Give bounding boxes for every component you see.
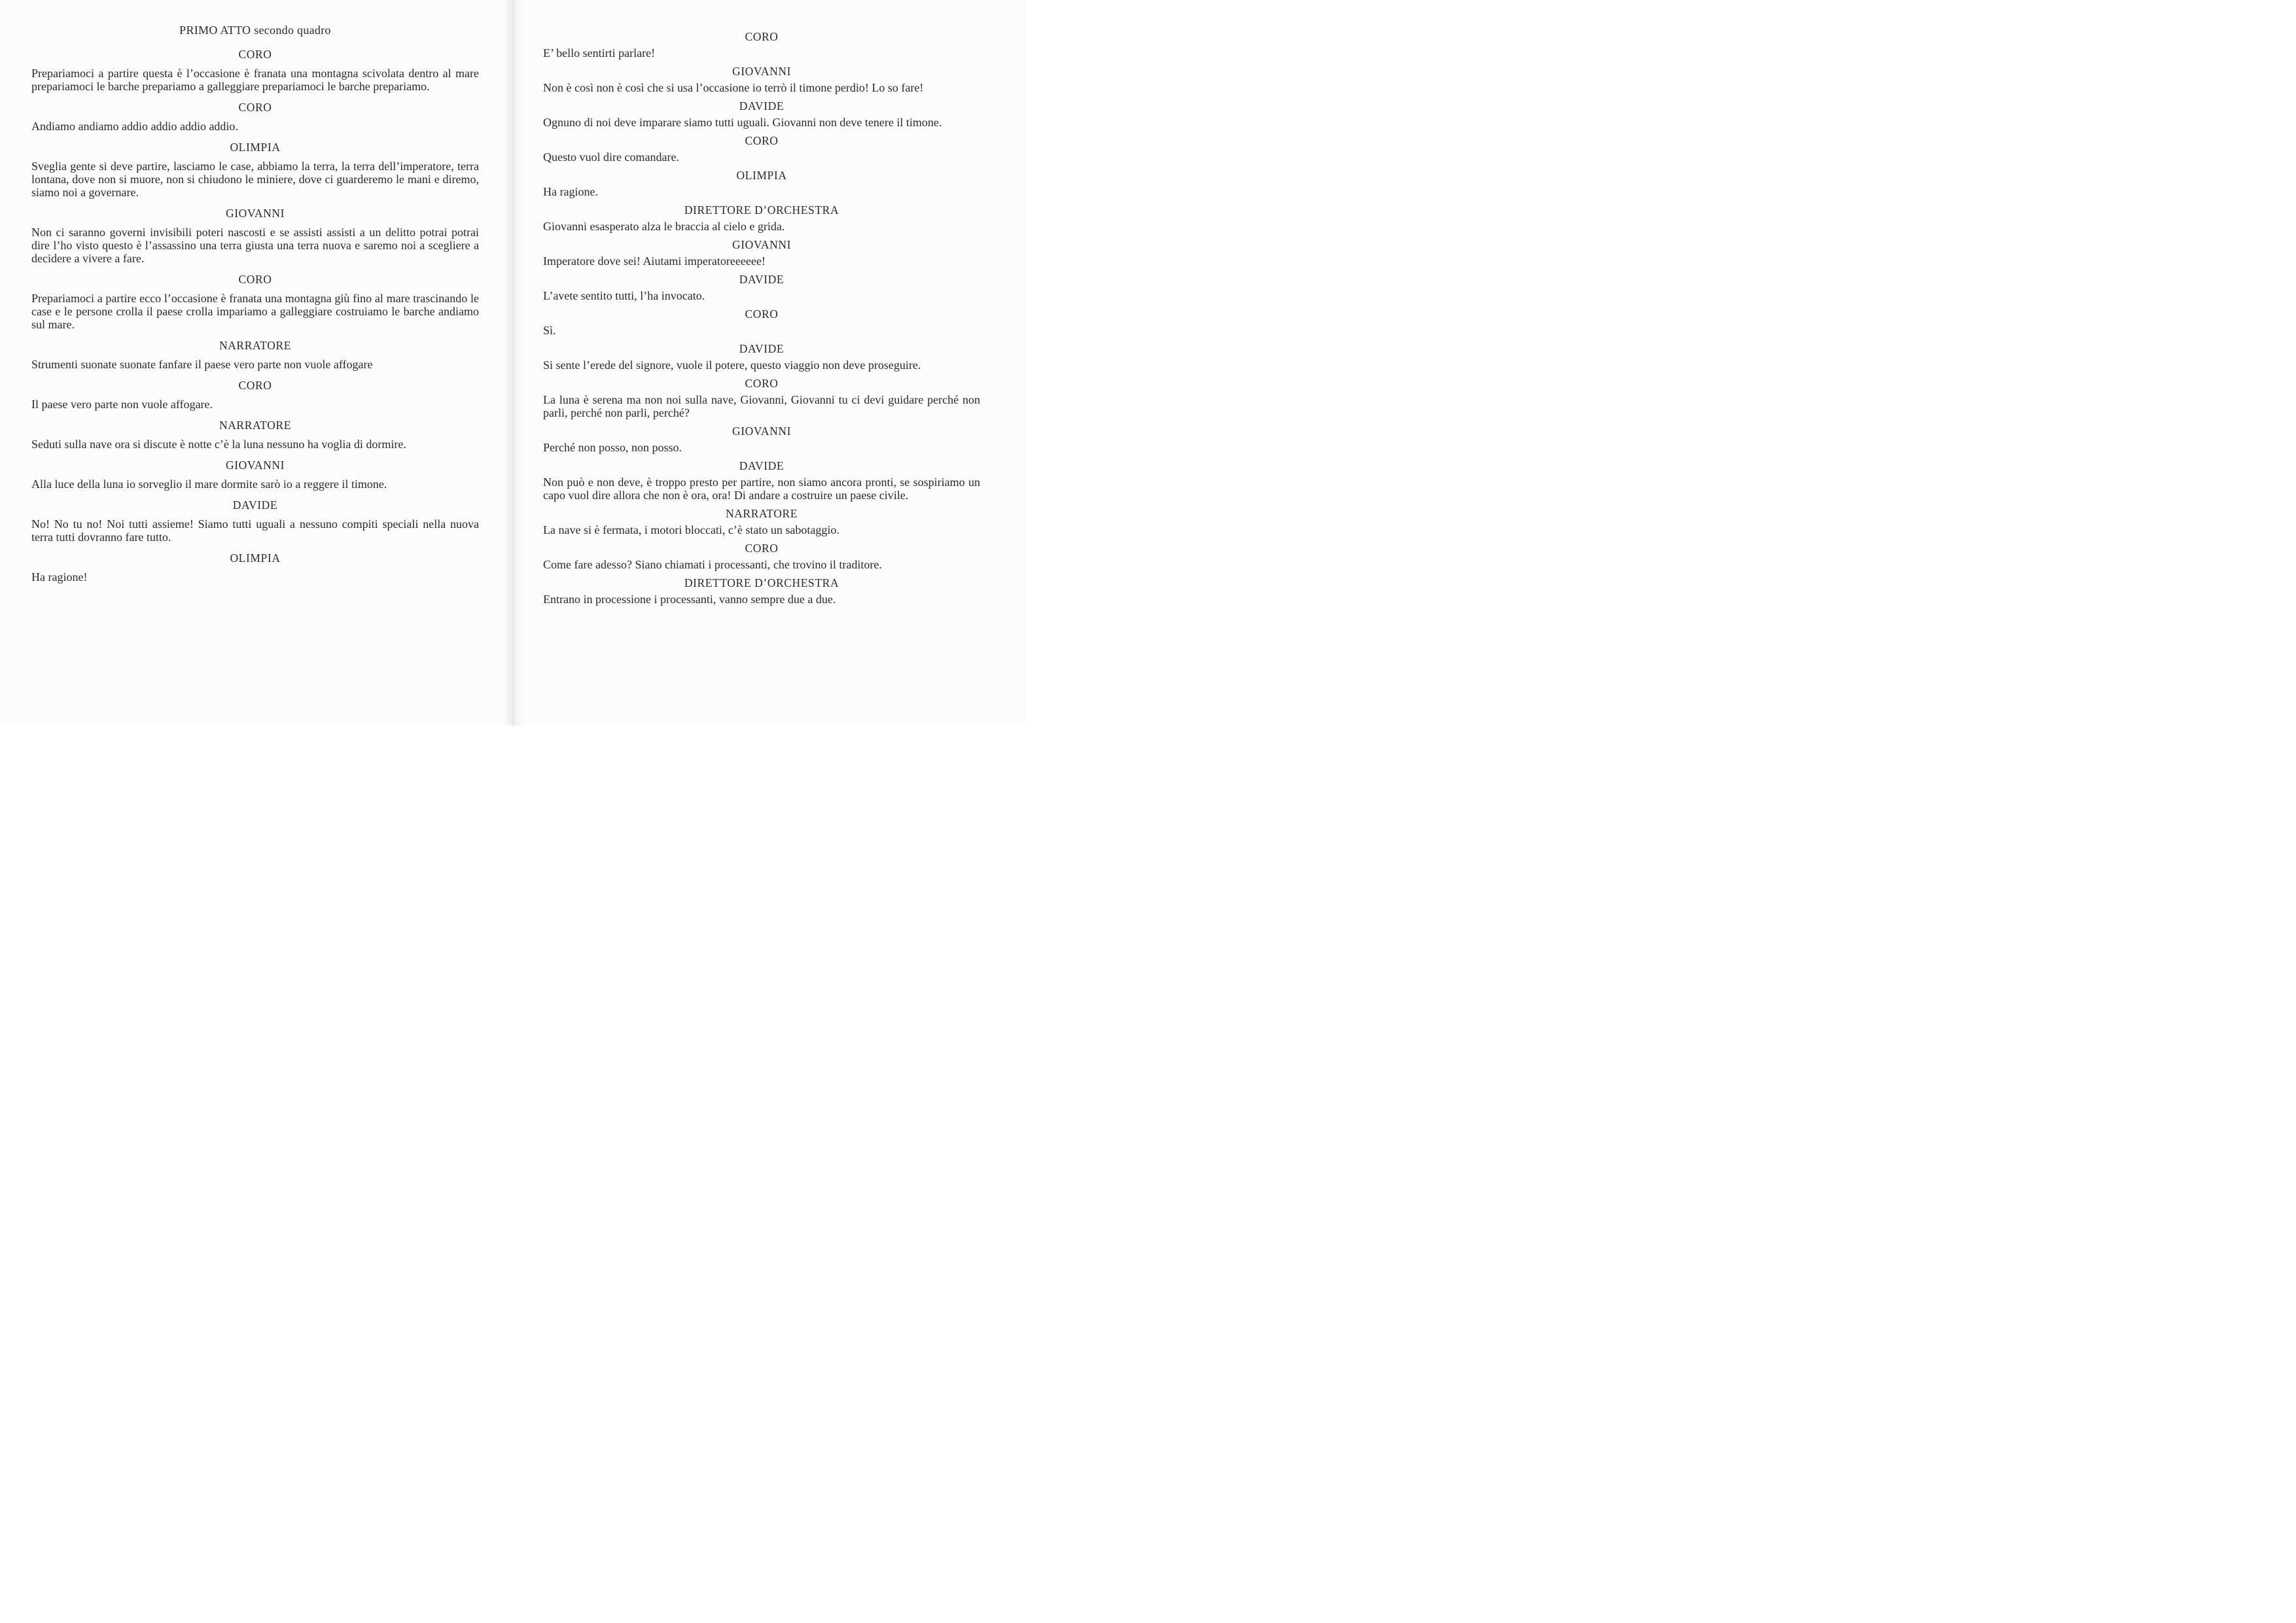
speaker-name: NARRATORE <box>219 419 292 432</box>
dialogue-text: Non ci saranno governi invisibili poteri nascosti e se assisti assisti a un delitto potrai potrai dire l’ho visto questo è l’assassino una terra giusta una terra nuova e saremo noi a scegliere a decidere a vivere a fare. <box>31 226 479 265</box>
dialogue-text: Seduti sulla nave ora si discute è notte c’è la luna nessuno ha voglia di dormire. <box>31 438 406 451</box>
speaker-name: OLIMPIA <box>230 551 281 565</box>
speaker-name: GIOVANNI <box>732 65 792 78</box>
dialogue-text: Ha ragione. <box>543 185 598 198</box>
dialogue-text: Entrano in processione i processanti, vanno sempre due a due. <box>543 593 836 606</box>
speaker-name: GIOVANNI <box>732 425 792 438</box>
speaker-name: DAVIDE <box>739 273 785 286</box>
left-page <box>0 0 513 725</box>
dialogue-text: Strumenti suonate suonate fanfare il paese vero parte non vuole affogare <box>31 358 373 371</box>
speaker-name: DAVIDE <box>739 99 785 113</box>
dialogue-text: Sì. <box>543 324 556 337</box>
speaker-name: DAVIDE <box>232 498 278 512</box>
speaker-name: GIOVANNI <box>225 459 285 472</box>
speaker-name: CORO <box>745 307 779 321</box>
dialogue-text: No! No tu no! Noi tutti assieme! Siamo tutti uguali a nessuno compiti speciali nella nuova terra tutti dovranno fare tutto. <box>31 517 479 544</box>
speaker-name: CORO <box>745 134 779 147</box>
dialogue-text: Prepariamoci a partire ecco l’occasione è franata una montagna giù fino al mare trascinando le case e le persone crolla il paese crolla impariamo a galleggiare costruiamo le barche andiamo sul mare. <box>31 292 479 331</box>
dialogue-text: Perché non posso, non posso. <box>543 441 682 454</box>
speaker-name: DIRETTORE D’ORCHESTRA <box>684 203 839 217</box>
speaker-name: GIOVANNI <box>225 207 285 220</box>
speaker-name: CORO <box>745 377 779 390</box>
dialogue-text: La luna è serena ma non noi sulla nave, Giovanni, Giovanni tu ci devi guidare perché non parli, perché non parli, perché? <box>543 393 980 419</box>
dialogue-text: Sveglia gente si deve partire, lasciamo le case, abbiamo la terra, la terra dell’imperatore, terra lontana, dove non si muore, non si chiudono le miniere, dove ci guarderemo le mani e diremo, siamo noi a governare. <box>31 160 479 199</box>
speaker-name: CORO <box>745 542 779 555</box>
speaker-name: DAVIDE <box>739 459 785 472</box>
dialogue-text: Giovanni esasperato alza le braccia al cielo e grida. <box>543 220 785 233</box>
dialogue-text: La nave si è fermata, i motori bloccati, c’è stato un sabotaggio. <box>543 523 839 536</box>
speaker-name: NARRATORE <box>219 339 292 352</box>
dialogue-text: Non è così non è così che si usa l’occasione io terrò il timone perdio! Lo so fare! <box>543 81 924 94</box>
speaker-name: OLIMPIA <box>736 169 787 182</box>
speaker-name: DIRETTORE D’ORCHESTRA <box>684 576 839 589</box>
dialogue-text: Si sente l’erede del signore, vuole il potere, questo viaggio non deve proseguire. <box>543 358 921 372</box>
dialogue-text: Ognuno di noi deve imparare siamo tutti uguali. Giovanni non deve tenere il timone. <box>543 116 942 129</box>
dialogue-text: Non può e non deve, è troppo presto per partire, non siamo ancora pronti, se sospiriamo un capo vuol dire allora che non è ora, ora! Di andare a costruire un paese civile. <box>543 476 980 502</box>
dialogue-text: Prepariamoci a partire questa è l’occasione è franata una montagna scivolata dentro al mare prepariamoci le barche prepariamo a galleggiare prepariamoci le barche prepariamo. <box>31 67 479 93</box>
dialogue-text: Imperatore dove sei! Aiutami imperatoreeeeee! <box>543 254 766 268</box>
speaker-name: CORO <box>238 379 272 392</box>
speaker-name: CORO <box>745 30 779 43</box>
speaker-name: OLIMPIA <box>230 141 281 154</box>
dialogue-text: L’avete sentito tutti, l’ha invocato. <box>543 289 705 302</box>
dialogue-text: Ha ragione! <box>31 570 88 584</box>
speaker-name: CORO <box>238 101 272 114</box>
dialogue-text: Andiamo andiamo addio addio addio addio. <box>31 120 238 133</box>
speaker-name: CORO <box>238 273 272 286</box>
book-spread <box>0 0 1026 725</box>
right-page <box>513 0 1026 725</box>
page-heading: PRIMO ATTO secondo quadro <box>179 24 331 37</box>
speaker-name: NARRATORE <box>725 507 798 520</box>
speaker-name: CORO <box>238 48 272 61</box>
dialogue-text: Il paese vero parte non vuole affogare. <box>31 398 213 411</box>
dialogue-text: Questo vuol dire comandare. <box>543 150 679 164</box>
speaker-name: GIOVANNI <box>732 238 792 251</box>
dialogue-text: E’ bello sentirti parlare! <box>543 46 656 60</box>
dialogue-text: Alla luce della luna io sorveglio il mare dormite sarò io a reggere il timone. <box>31 478 387 491</box>
speaker-name: DAVIDE <box>739 342 785 355</box>
dialogue-text: Come fare adesso? Siano chiamati i processanti, che trovino il traditore. <box>543 558 882 571</box>
